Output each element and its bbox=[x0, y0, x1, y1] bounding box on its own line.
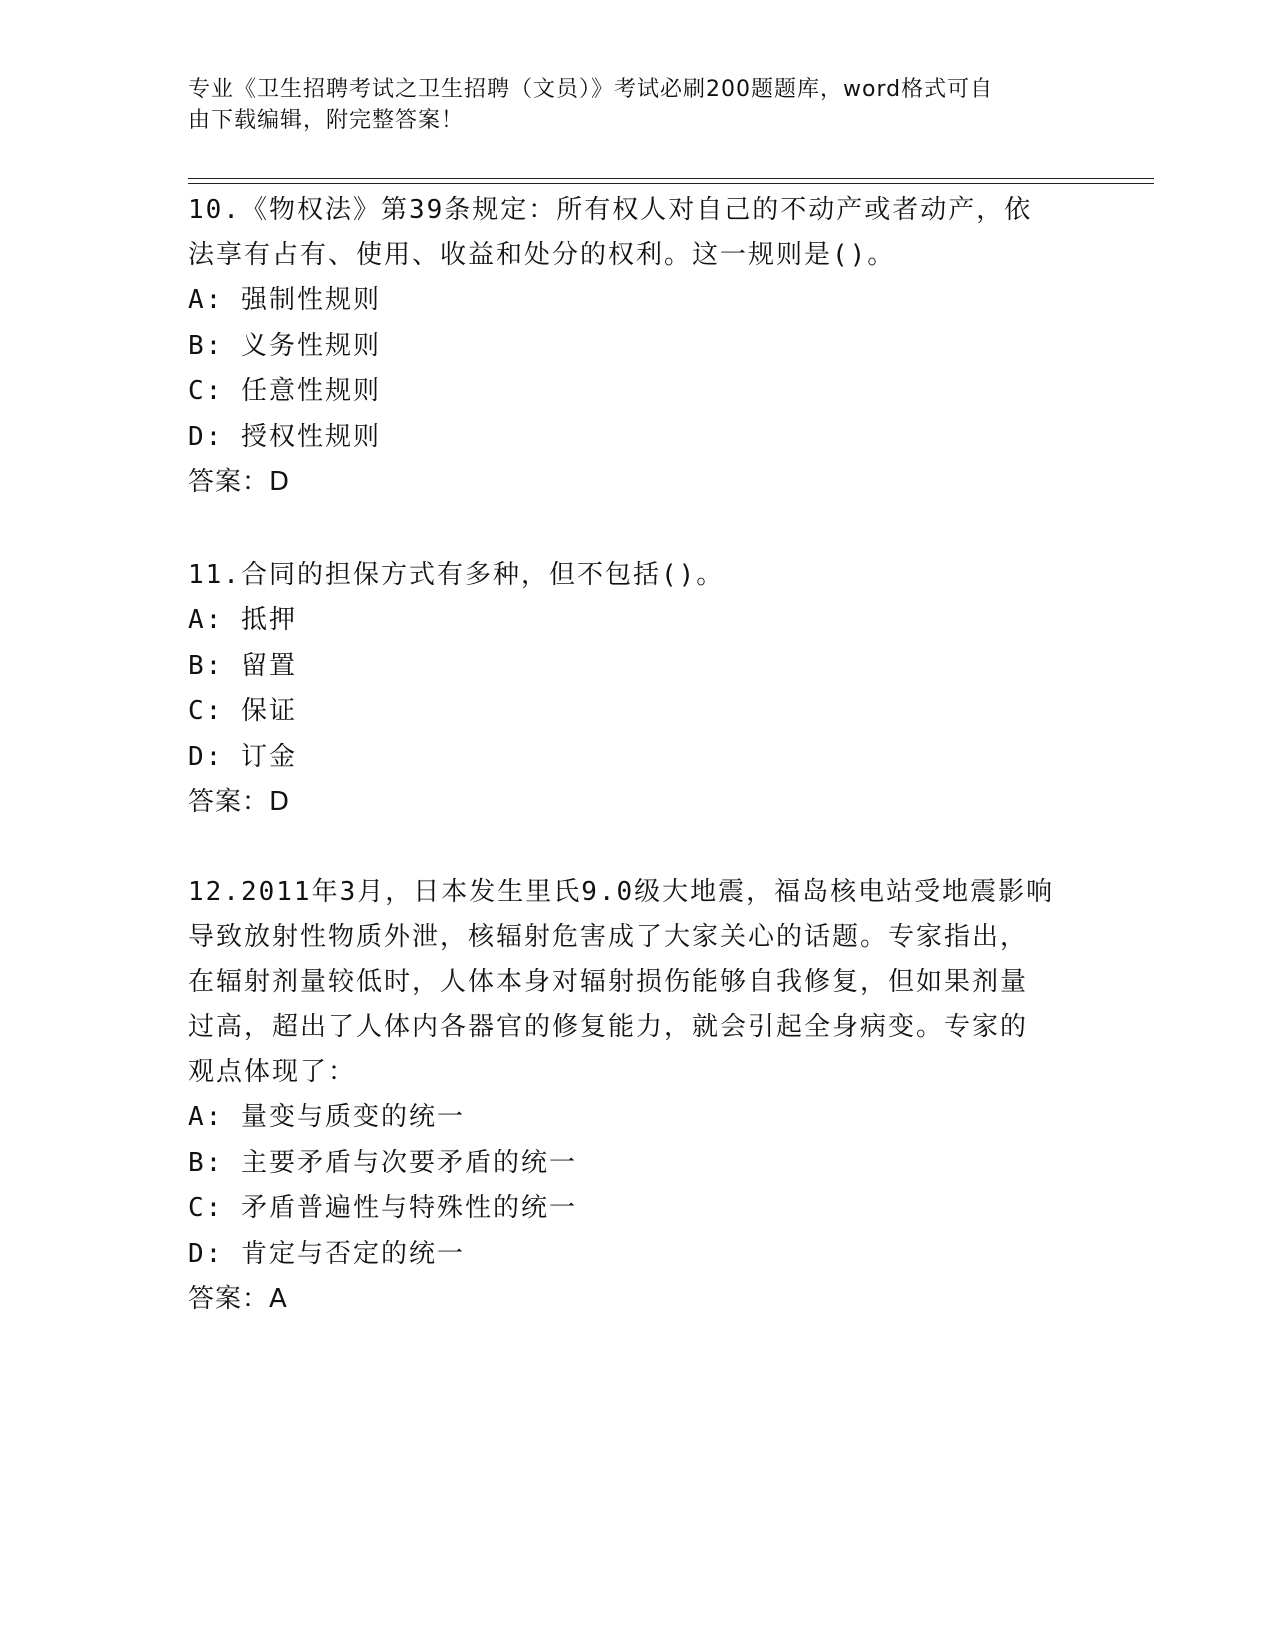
question-stem-line: 法享有占有、使用、收益和处分的权利。这一规则是()。 bbox=[188, 240, 896, 270]
question-11 bbox=[188, 553, 1088, 825]
option-a: A: 抵押 bbox=[188, 605, 297, 635]
header-divider-top bbox=[188, 178, 1154, 179]
answer: 答案：A bbox=[188, 1284, 288, 1314]
option-b: B: 主要矛盾与次要矛盾的统一 bbox=[188, 1147, 577, 1178]
option-b: B: 义务性规则 bbox=[188, 330, 381, 361]
option-b: B: 留置 bbox=[188, 650, 297, 681]
question-stem-line: 过高，超出了人体内各器官的修复能力，就会引起全身病变。专家的 bbox=[188, 1012, 1029, 1042]
document-header bbox=[188, 74, 1088, 136]
header-line-2: 由下载编辑，附完整答案！ bbox=[188, 108, 465, 133]
option-a: A: 量变与质变的统一 bbox=[188, 1102, 465, 1132]
option-c: C: 矛盾普遍性与特殊性的统一 bbox=[188, 1193, 577, 1223]
question-stem-line: 观点体现了： bbox=[188, 1057, 357, 1087]
option-d: D: 肯定与否定的统一 bbox=[188, 1238, 465, 1269]
option-a: A: 强制性规则 bbox=[188, 285, 381, 315]
question-stem-line: 导致放射性物质外泄，核辐射危害成了大家关心的话题。专家指出， bbox=[188, 922, 1029, 952]
question-12 bbox=[188, 870, 1088, 1322]
option-c: C: 保证 bbox=[188, 696, 297, 726]
header-divider-bottom bbox=[188, 183, 1154, 184]
answer: 答案：D bbox=[188, 467, 291, 497]
question-stem-line: 11.合同的担保方式有多种，但不包括()。 bbox=[188, 560, 725, 590]
option-d: D: 授权性规则 bbox=[188, 421, 381, 452]
option-c: C: 任意性规则 bbox=[188, 376, 381, 406]
question-stem-line: 12.2011年3月，日本发生里氏9.0级大地震，福岛核电站受地震影响 bbox=[188, 877, 1055, 907]
question-10 bbox=[188, 188, 1088, 505]
question-stem-line: 10.《物权法》第39条规定：所有权人对自己的不动产或者动产，依 bbox=[188, 195, 1033, 225]
answer: 答案：D bbox=[188, 787, 291, 817]
question-stem-line: 在辐射剂量较低时，人体本身对辐射损伤能够自我修复，但如果剂量 bbox=[188, 967, 1029, 997]
header-line-1: 专业《卫生招聘考试之卫生招聘（文员）》考试必刷200题题库，word格式可自 bbox=[188, 77, 994, 102]
option-d: D: 订金 bbox=[188, 741, 297, 772]
